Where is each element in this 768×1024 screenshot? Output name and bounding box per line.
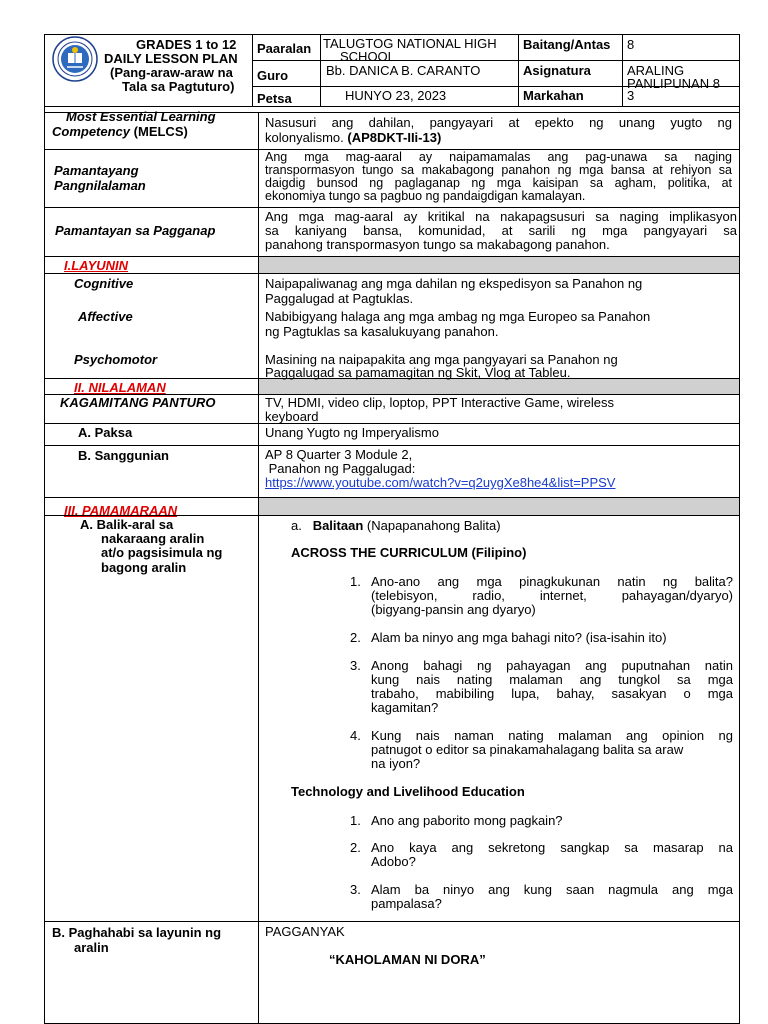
list-item: Kung nais naman nating malaman ang opinion ng [371,728,733,743]
label-line: bagong aralin [101,560,187,575]
asignatura-label: Asignatura [523,63,591,78]
affective-text: Nabibigyang halaga ang mga ambag ng mga Europeo sa Panahon [265,309,651,324]
baitang-label: Baitang/Antas [523,37,611,52]
guro-label: Guro [257,68,289,83]
kagamitan-label: KAGAMITANG PANTURO [60,395,216,410]
melcs-label: Most Essential Learning [66,109,216,124]
kagamitan-text-2: keyboard [265,409,319,424]
list-item-line: (bigyang-pansin ang dyaryo) [371,602,536,617]
text-line: transpormasyon tungo sa makabagong panahon ng mga bansa at rehiyon sa [265,163,732,177]
list-item-line: Adobo? [371,854,416,869]
list-item-line: patnugot o editor sa pinakamahalagang balita sa araw [371,742,684,757]
list-number: 3. [350,658,361,673]
sanggunian-text-2: Panahon ng Paggalugad: [265,461,416,476]
text-line: panahong transpormasyon tungo sa makabagong panahon. [265,237,610,252]
text-line: sa kaniyang bansa, komunidad, at sarili ng mga pangyayari sa [265,223,737,238]
paaralan-value-2: SCHOOL [340,49,395,64]
list-item-line: pampalasa? [371,896,442,911]
nilalaman-heading: II. NILALAMAN [74,380,166,395]
petsa-value: HUNYO 23, 2023 [345,88,447,103]
pagganap-label: Pamantayan sa Pagganap [55,223,216,238]
sanggunian-link[interactable]: https://www.youtube.com/watch?v=q2uygXe8he4&list=PPSV [265,475,616,490]
psychomotor-text: Masining na naipapakita ang mga pangyayari sa Panahon ng [265,352,618,367]
kaholaman-title: “KAHOLAMAN NI DORA” [329,952,486,967]
paghahabi-label: B. Paghahabi sa layunin ng [52,925,222,940]
sanggunian-label: B. Sanggunian [78,448,169,463]
cognitive-text: Naipapaliwanag ang mga dahilan ng ekspedisyon sa Panahon ng [265,276,643,291]
paaralan-value: TALUGTOG NATIONAL HIGH [323,36,497,51]
paksa-label: A. Paksa [78,425,133,440]
nilalaman-section-bar [259,379,739,394]
list-number: 3. [350,882,361,897]
list-item: Alam ba ninyo ang kung saan nagmula ang mga [371,882,733,897]
psychomotor-label: Psychomotor [74,352,158,367]
list-item: Ano ang paborito mong pagkain? [371,813,563,828]
pamantayang-label-2: Pangnilalaman [54,178,146,193]
markahan-label: Markahan [523,88,584,103]
asignatura-value: ARALING [627,63,685,78]
list-item: Ano-ano ang mga pinagkukunan natin ng balita? [371,574,733,589]
markahan-value: 3 [627,88,635,103]
list-number: 2. [350,630,361,645]
melcs-code: (AP8DKT-IIi-13) [347,130,442,145]
list-item-line: (telebisyon, radio, internet, pahayagan/dyaryo) [371,588,733,603]
list-number: 1. [350,813,361,828]
balitaan-title: Balitaan [312,518,364,533]
list-item-line: kagamitan? [371,700,439,715]
pamantayang-label: Pamantayang [54,163,139,178]
list-number: 2. [350,840,361,855]
list-item: Anong bahagi ng pahayagan ang puputnahan natin [371,658,733,673]
list-item-line: kung nais nating malaman ang tungkol sa mga [371,672,733,687]
pamamaraan-section-bar [259,498,739,515]
header-title-line: GRADES 1 to 12 [136,37,237,52]
pagganyak-label: PAGGANYAK [265,924,345,939]
melcs-text-2: kolonyalismo. [265,130,344,145]
affective-label: Affective [78,309,133,324]
header-title-line: Tala sa Pagtuturo) [122,79,235,94]
list-item-line: trabaho, mabibiling lupa, bahay, sasakyan o mga [371,686,733,701]
across-curriculum-heading: ACROSS THE CURRICULUM (Filipino) [291,545,527,560]
kagamitan-text: TV, HDMI, video clip, loptop, PPT Interactive Game, wireless [265,395,614,410]
balitaan-subtitle: (Napapanahong Balita) [366,518,501,533]
label-line: at/o pagsisimula ng [101,545,223,560]
label-line: nakaraang aralin [101,531,205,546]
melcs-label-2: Competency [52,124,131,139]
header-title-line: (Pang-araw-araw na [110,65,233,80]
affective-text-2: ng Pagtuklas sa kasalukuyang panahon. [265,324,499,339]
petsa-label: Petsa [257,91,292,106]
cognitive-text-2: Paggalugad at Pagtuklas. [265,291,414,306]
layunin-heading: I.LAYUNIN [64,258,129,273]
text-line: daigdig bunsod ng paglaganap ng mga kaisipan sa agham, politika, at [265,176,732,190]
text-line: ekonomiya tungo sa pagbuo ng pandaigdigan kamalayan. [265,189,586,203]
melcs-label-3: (MELCS) [133,124,188,139]
tle-heading: Technology and Livelihood Education [291,784,525,799]
list-item: Ano kaya ang sekretong sangkap sa masarap na [371,840,733,855]
balitaan-marker: a. [291,518,302,533]
paghahabi-label-2: aralin [74,940,109,955]
text-line: Ang mga mag-aaral ay kritikal na nakapagsusuri sa naging implikasyon [265,209,737,224]
list-item-line: na iyon? [371,756,421,771]
baitang-value: 8 [627,37,635,52]
label-line: A. Balik-aral sa [80,517,174,532]
psychomotor-text-2: Paggalugad sa pamamagitan ng Skit, Vlog at Tableu. [265,365,571,380]
list-item: Alam ba ninyo ang mga bahagi nito? (isa-isahin ito) [371,630,667,645]
paaralan-label: Paaralan [257,41,312,56]
melcs-text: Nasusuri ang dahilan, pangyayari at epekto ng unang yugto ng [265,115,732,130]
pamamaraan-heading: III. PAMAMARAAN [64,503,178,518]
list-number: 4. [350,728,361,743]
deped-seal-logo [52,36,98,82]
sanggunian-text: AP 8 Quarter 3 Module 2, [265,447,413,462]
paksa-text: Unang Yugto ng Imperyalismo [265,425,439,440]
text-line: Ang mga mag-aaral ay naipamamalas ang pag-unawa sa naging [265,150,732,164]
layunin-section-bar [259,257,739,273]
cognitive-label: Cognitive [74,276,134,291]
asignatura-value-2: PANLIPUNAN 8 [627,76,720,91]
guro-value: Bb. DANICA B. CARANTO [326,63,481,78]
list-number: 1. [350,574,361,589]
header-title-line: DAILY LESSON PLAN [104,51,238,66]
